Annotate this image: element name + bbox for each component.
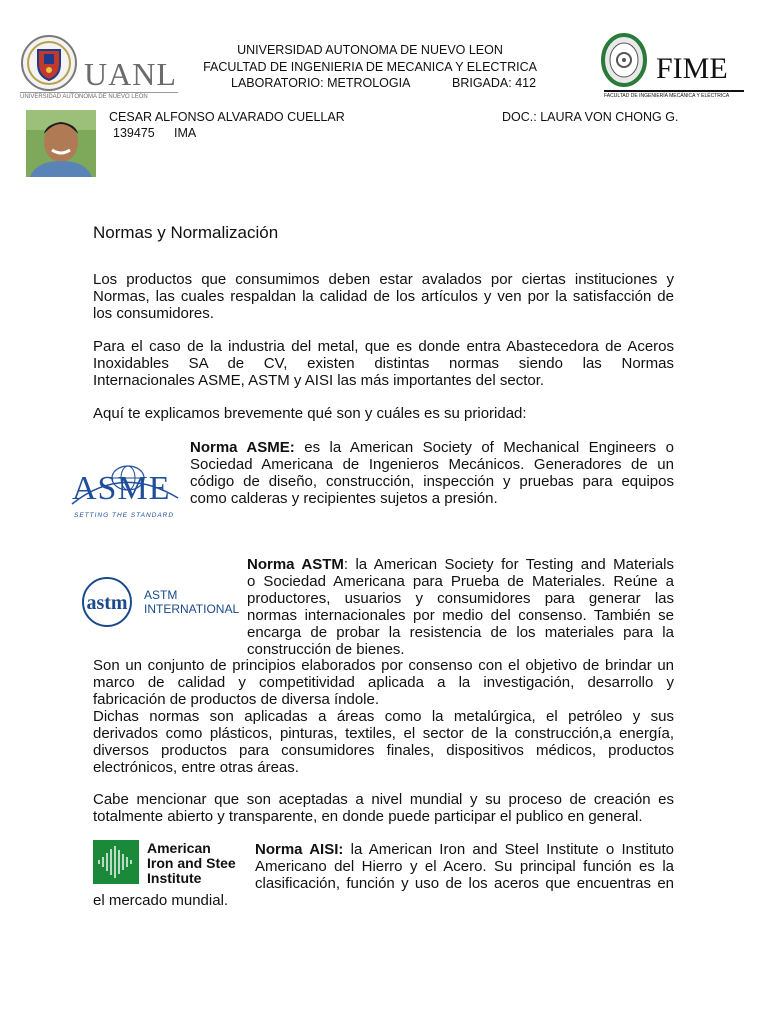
student-photo [26,110,96,177]
astm-line: construcción de bienes. [247,641,405,658]
aisi-paragraph [255,841,674,892]
fime-logo-caption: FACULTAD DE INGENIERÍA MECÁNICA Y ELÉCTRICA [604,93,730,99]
asme-logo [70,460,180,524]
aisi-label: Norma AISI: [255,841,344,858]
aisi-logo-line3: Institute [147,870,202,884]
asme-line: es la American Society of Mechanical Engineers o [294,439,674,456]
uanl-logo [18,34,180,104]
astm-line: encarga de probar la resistencia de los materiales para la [247,624,674,641]
asme-line: Sociedad Americana de Ingenieros Mecánicos. Generadores de un [190,456,674,473]
aisi-logo [93,840,245,884]
doc-name: DOC.: LAURA VON CHONG G. [502,110,679,124]
uanl-logo-underline [20,92,178,93]
cabe-paragraph [93,791,674,825]
astm-more-line: derivados como plásticos, pinturas, textiles, el sector de la construcción,a energía, [93,725,674,742]
asme-line: código de diseño, construcción, inspección y pruebas para equipos [190,473,674,490]
metal-line: Inoxidables SA de CV, existen distintas normas siendo las Normas [93,355,674,372]
asme-logo-text: ASME [72,470,171,507]
asme-logo-tagline: SETTING THE STANDARD [74,512,175,519]
asme-paragraph [190,439,674,507]
header-faculty: FACULTAD DE INGENIERIA DE MECANICA Y ELECTRICA [203,60,537,74]
astm-more-paragraph [93,657,674,776]
astm-logo-line1: ASTM [144,588,178,602]
header-lab: LABORATORIO: METROLOGIA [231,76,411,90]
astm-paragraph [247,556,674,658]
uanl-logo-text: UANL [84,56,177,92]
aisi-line: Americano del Hierro y el Acero. Su principal función es la [255,858,674,875]
astm-more-line: diversos productos para consumidores finales, dispositivos médicos, productos [93,742,674,759]
student-career: IMA [174,126,197,140]
fime-logo [600,30,748,102]
astm-line: : la American Society for Testing and Materials [343,556,674,573]
astm-logo-line2: INTERNATIONAL [144,602,240,616]
aisi-logo-line2: Iron and Stee [147,855,236,871]
asme-line: como calderas y recipientes sujetos a presión. [190,490,498,507]
uanl-logo-caption: UNIVERSIDAD AUTÓNOMA DE NUEVO LEÓN [20,94,148,100]
astm-more-line: Son un conjunto de principios elaborados por consenso con el objetivo de brindar un [93,657,674,674]
fime-logo-underline [604,90,744,92]
intro-paragraph [93,271,674,322]
aisi-tail-line: el mercado mundial. [93,892,229,909]
student-name: CESAR ALFONSO ALVARADO CUELLAR [109,110,345,124]
aqui-paragraph [93,405,674,422]
intro-line: Los productos que consumimos deben estar avalados por ciertas instituciones y [93,271,674,288]
metal-line: Para el caso de la industria del metal, que es donde entra Abastecedora de Aceros [93,338,674,355]
fime-logo-text: FIME [656,52,728,85]
astm-logo [80,576,240,628]
intro-line: Normas, las cuales respaldan la calidad de los artículos y ven por la satisfacción de [93,288,674,305]
astm-more-line: marco de calidad y competitividad aplicada a la investigación, desarrollo y [93,674,674,691]
astm-line: normas internacionales por medio del consenso. También se [247,607,674,624]
aisi-tail [93,892,674,909]
page-title: Normas y Normalización [93,223,279,242]
aqui-line: Aquí te explicamos brevemente qué son y cuáles es su prioridad: [93,405,527,422]
aisi-line: la American Iron and Steel Institute o Instituto [343,841,674,858]
astm-more-line: fabricación de productos de diversa índole. [93,691,380,708]
astm-line: o Sociedad Americana para Prueba de Materiales. Reúne a [247,573,674,590]
aisi-line: clasificación, función y uso de los aceros que encuentras en [255,875,674,892]
svg-text:astm: astm [86,592,128,614]
header-university: UNIVERSIDAD AUTONOMA DE NUEVO LEON [237,43,503,57]
intro-line: los consumidores. [93,305,214,322]
cabe-line: Cabe mencionar que son aceptadas a nivel mundial y su proceso de creación es [93,791,674,808]
header-brigada: BRIGADA: 412 [452,76,537,90]
astm-line: productores, usuarios y consumidores para generar las [247,590,674,607]
aisi-logo-line1: American [147,840,211,856]
asme-label: Norma ASME: [190,439,295,456]
student-id: 139475 [113,126,155,140]
metal-line: Internacionales ASME, ASTM y AISI las más importantes del sector. [93,372,545,389]
astm-more-line: Dichas normas son aplicadas a áreas como la metalúrgica, el petróleo y sus [93,708,674,725]
cabe-line: totalmente abierto y transparente, en donde puede participar el publico en general. [93,808,643,825]
metal-paragraph [93,338,674,389]
astm-more-line: electrónicos, entre otras áreas. [93,759,299,776]
astm-label: Norma ASTM [247,556,344,573]
